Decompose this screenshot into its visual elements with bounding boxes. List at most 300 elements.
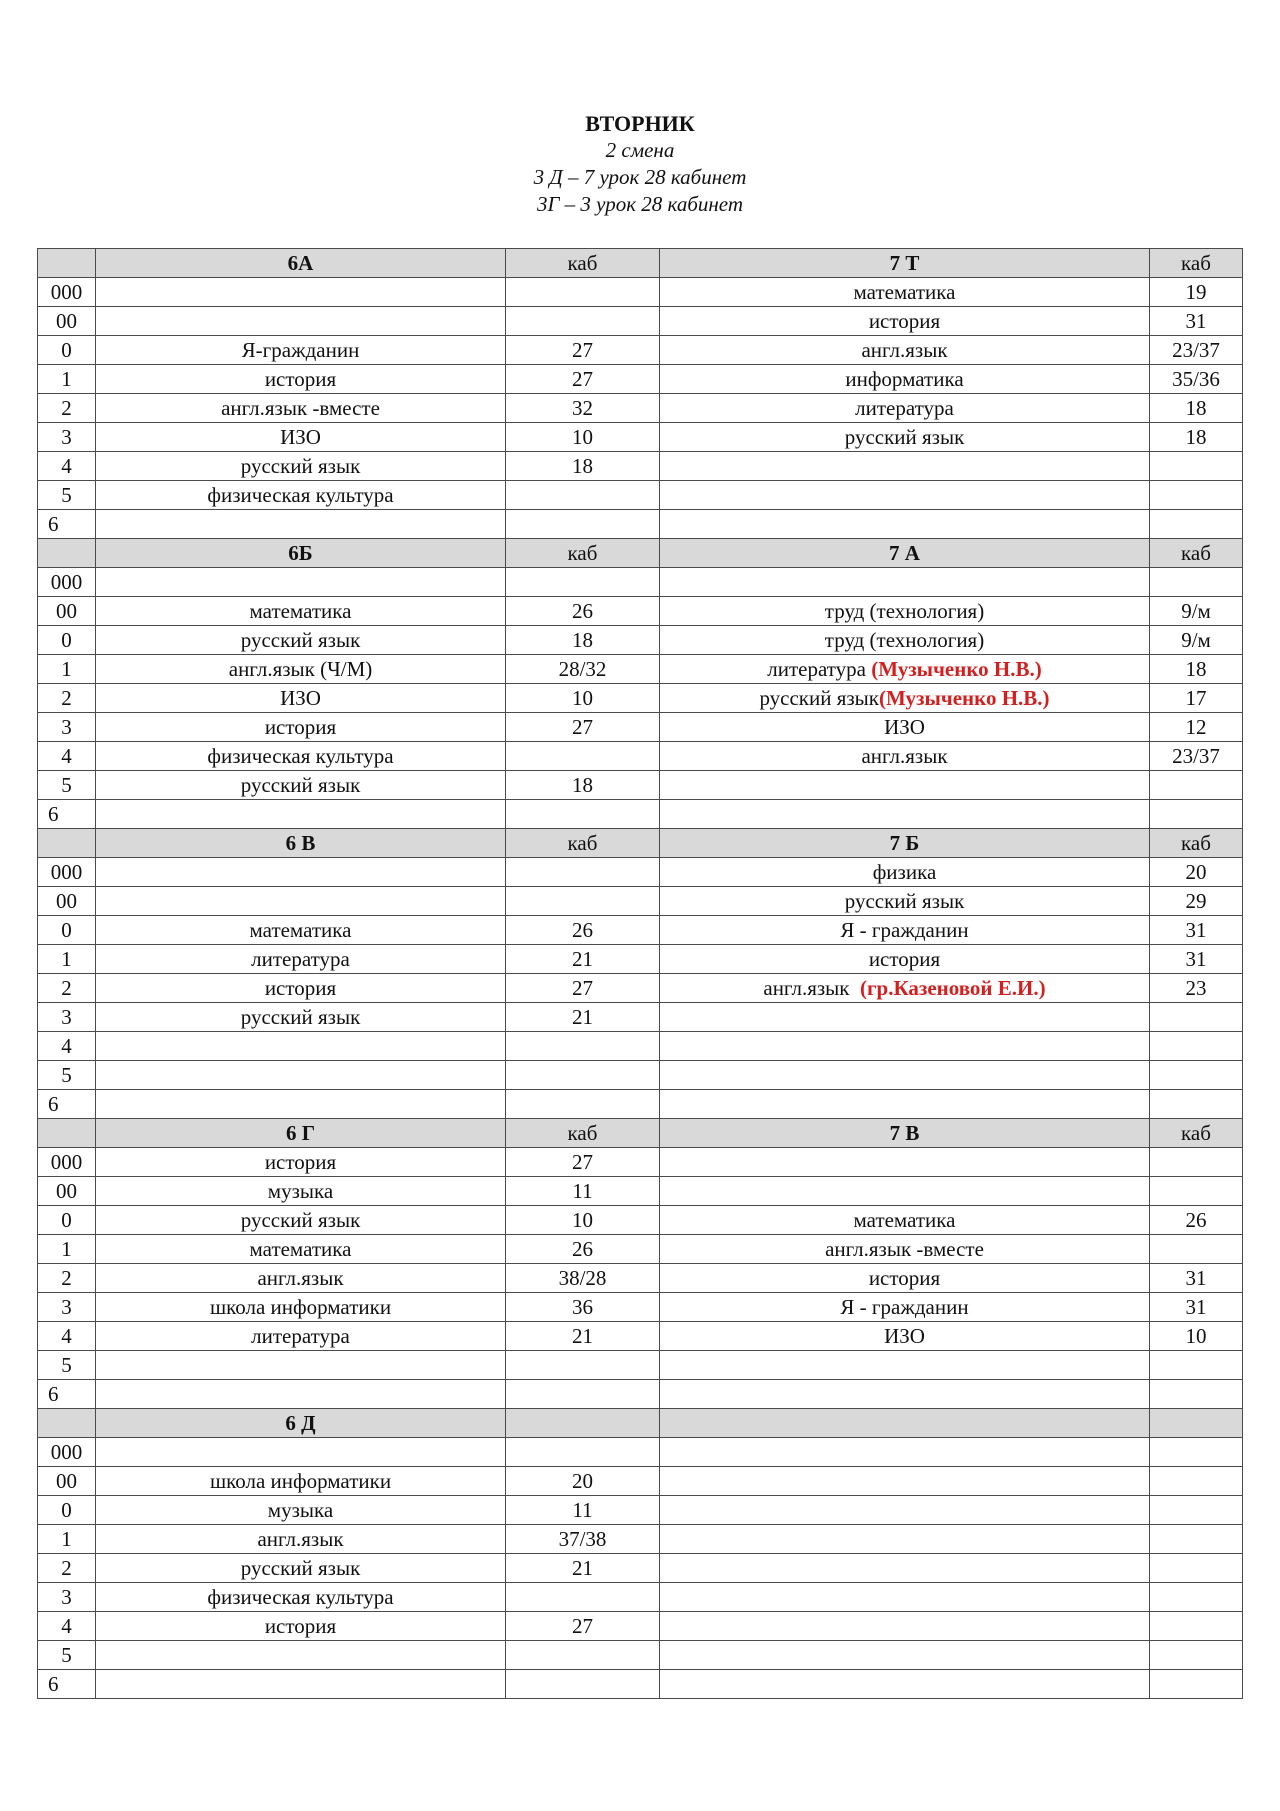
lesson-number: 6 <box>38 510 96 539</box>
left-subject: русский язык <box>96 452 506 481</box>
lesson-number: 5 <box>38 481 96 510</box>
table-row <box>38 1090 1243 1119</box>
table-row <box>38 568 1243 597</box>
lesson-number: 1 <box>38 655 96 684</box>
left-room <box>506 1032 660 1061</box>
right-subject <box>660 1554 1150 1583</box>
table-row <box>38 1583 1243 1612</box>
table-row <box>38 1177 1243 1206</box>
left-room: 36 <box>506 1293 660 1322</box>
right-subject <box>660 510 1150 539</box>
right-subject <box>660 452 1150 481</box>
left-subject: англ.язык <box>96 1264 506 1293</box>
right-subject <box>660 568 1150 597</box>
left-subject: история <box>96 1612 506 1641</box>
lesson-number: 6 <box>38 800 96 829</box>
right-room <box>1150 1438 1243 1467</box>
table-row <box>38 1438 1243 1467</box>
left-subject <box>96 887 506 916</box>
table-row <box>38 365 1243 394</box>
table-row <box>38 887 1243 916</box>
left-room-header: каб <box>506 539 660 568</box>
left-room: 27 <box>506 1148 660 1177</box>
lesson-number: 1 <box>38 945 96 974</box>
lesson-number: 3 <box>38 713 96 742</box>
left-subject <box>96 800 506 829</box>
right-subject <box>660 1496 1150 1525</box>
table-row <box>38 742 1243 771</box>
left-subject <box>96 858 506 887</box>
right-room <box>1150 800 1243 829</box>
lesson-number: 0 <box>38 336 96 365</box>
left-room: 11 <box>506 1177 660 1206</box>
table-row <box>38 1670 1243 1699</box>
right-subject-text: русский язык <box>759 686 879 710</box>
lesson-number: 2 <box>38 1264 96 1293</box>
left-subject: математика <box>96 916 506 945</box>
left-subject <box>96 510 506 539</box>
lesson-number: 1 <box>38 1525 96 1554</box>
left-room <box>506 1438 660 1467</box>
right-subject <box>660 1612 1150 1641</box>
class-header-row <box>38 539 1243 568</box>
left-subject <box>96 1061 506 1090</box>
left-subject <box>96 1641 506 1670</box>
right-subject <box>660 1206 1150 1235</box>
table-row <box>38 713 1243 742</box>
left-class-name: 6А <box>96 249 506 278</box>
left-subject <box>96 1032 506 1061</box>
right-room-header: каб <box>1150 249 1243 278</box>
right-room: 9/м <box>1150 597 1243 626</box>
page-header <box>0 110 1280 218</box>
left-room: 11 <box>506 1496 660 1525</box>
right-subject-text: история <box>868 1266 941 1290</box>
table-row <box>38 916 1243 945</box>
right-room <box>1150 1583 1243 1612</box>
table-row <box>38 1525 1243 1554</box>
lesson-number: 000 <box>38 1148 96 1177</box>
right-room-header: каб <box>1150 1119 1243 1148</box>
left-room: 21 <box>506 1322 660 1351</box>
lesson-number: 2 <box>38 974 96 1003</box>
left-subject <box>96 278 506 307</box>
right-subject <box>660 742 1150 771</box>
right-class-name: 7 Б <box>660 829 1150 858</box>
left-room <box>506 307 660 336</box>
table-row <box>38 307 1243 336</box>
left-subject: история <box>96 365 506 394</box>
left-subject: история <box>96 1148 506 1177</box>
left-room-header: каб <box>506 249 660 278</box>
right-subject <box>660 1525 1150 1554</box>
right-subject-text: ИЗО <box>884 1324 925 1348</box>
right-room <box>1150 452 1243 481</box>
left-room: 37/38 <box>506 1525 660 1554</box>
right-room <box>1150 1032 1243 1061</box>
right-subject <box>660 713 1150 742</box>
left-subject <box>96 1438 506 1467</box>
right-subject <box>660 1351 1150 1380</box>
right-room: 19 <box>1150 278 1243 307</box>
left-room: 10 <box>506 1206 660 1235</box>
lesson-number: 1 <box>38 1235 96 1264</box>
table-row <box>38 1032 1243 1061</box>
left-subject: музыка <box>96 1496 506 1525</box>
right-room: 31 <box>1150 945 1243 974</box>
left-room <box>506 858 660 887</box>
right-room: 31 <box>1150 1293 1243 1322</box>
left-room: 10 <box>506 684 660 713</box>
class-header-row <box>38 829 1243 858</box>
left-room: 27 <box>506 974 660 1003</box>
lesson-number: 5 <box>38 1641 96 1670</box>
right-subject-text: англ.язык -вместе <box>825 1237 984 1261</box>
table-row <box>38 1351 1243 1380</box>
table-row <box>38 1148 1243 1177</box>
right-room <box>1150 1554 1243 1583</box>
shift-label: 2 смена <box>605 138 675 162</box>
table-row <box>38 1641 1243 1670</box>
left-subject: физическая культура <box>96 742 506 771</box>
right-room <box>1150 568 1243 597</box>
right-subject <box>660 1293 1150 1322</box>
right-room: 23/37 <box>1150 742 1243 771</box>
left-room-header <box>506 1409 660 1438</box>
lesson-number: 00 <box>38 887 96 916</box>
table-row <box>38 597 1243 626</box>
lesson-number: 0 <box>38 1496 96 1525</box>
right-room <box>1150 1467 1243 1496</box>
table-row <box>38 771 1243 800</box>
left-subject: школа информатики <box>96 1293 506 1322</box>
left-subject: русский язык <box>96 1206 506 1235</box>
right-subject <box>660 1467 1150 1496</box>
right-room <box>1150 1612 1243 1641</box>
left-class-name: 6Б <box>96 539 506 568</box>
right-subject <box>660 945 1150 974</box>
right-subject <box>660 336 1150 365</box>
left-room: 21 <box>506 1003 660 1032</box>
lesson-number: 2 <box>38 394 96 423</box>
right-subject-text: физика <box>872 860 937 884</box>
right-room: 18 <box>1150 655 1243 684</box>
right-subject <box>660 1641 1150 1670</box>
right-room <box>1150 1235 1243 1264</box>
lesson-number: 3 <box>38 1583 96 1612</box>
table-row <box>38 1293 1243 1322</box>
right-room: 9/м <box>1150 626 1243 655</box>
left-subject: литература <box>96 945 506 974</box>
right-subject-text: Я - гражданин <box>840 918 969 942</box>
right-subject <box>660 1438 1150 1467</box>
table-row <box>38 1235 1243 1264</box>
teacher-note: (Музыченко Н.В.) <box>879 686 1050 710</box>
table-row <box>38 945 1243 974</box>
lesson-number: 2 <box>38 684 96 713</box>
left-subject: Я-гражданин <box>96 336 506 365</box>
right-subject <box>660 597 1150 626</box>
table-row <box>38 684 1243 713</box>
right-subject <box>660 1235 1150 1264</box>
left-subject: русский язык <box>96 1003 506 1032</box>
lesson-number: 5 <box>38 1351 96 1380</box>
table-row <box>38 1554 1243 1583</box>
right-room: 31 <box>1150 307 1243 336</box>
right-subject-text: история <box>868 309 941 333</box>
table-row <box>38 336 1243 365</box>
table-row <box>38 655 1243 684</box>
right-room: 26 <box>1150 1206 1243 1235</box>
right-subject-text: математика <box>853 280 956 304</box>
left-room <box>506 568 660 597</box>
right-subject <box>660 394 1150 423</box>
right-room <box>1150 1670 1243 1699</box>
right-room: 10 <box>1150 1322 1243 1351</box>
lesson-number: 4 <box>38 1322 96 1351</box>
table-row <box>38 800 1243 829</box>
lesson-number: 000 <box>38 858 96 887</box>
right-subject-text: труд (технология) <box>824 599 985 623</box>
right-subject-text: англ.язык <box>861 744 948 768</box>
left-subject: физическая культура <box>96 1583 506 1612</box>
left-subject: история <box>96 713 506 742</box>
right-subject <box>660 1003 1150 1032</box>
right-class-name: 7 В <box>660 1119 1150 1148</box>
table-row <box>38 974 1243 1003</box>
left-subject <box>96 1380 506 1409</box>
right-room: 12 <box>1150 713 1243 742</box>
schedule-table <box>37 248 1243 1699</box>
left-subject: англ.язык (Ч/М) <box>96 655 506 684</box>
table-row <box>38 858 1243 887</box>
lesson-number: 6 <box>38 1380 96 1409</box>
left-subject: музыка <box>96 1177 506 1206</box>
right-subject <box>660 974 1150 1003</box>
lesson-number-header <box>38 249 96 278</box>
right-room: 31 <box>1150 1264 1243 1293</box>
table-row <box>38 423 1243 452</box>
table-row <box>38 394 1243 423</box>
right-subject <box>660 626 1150 655</box>
table-row <box>38 1003 1243 1032</box>
right-room: 18 <box>1150 394 1243 423</box>
left-subject: физическая культура <box>96 481 506 510</box>
left-class-name: 6 В <box>96 829 506 858</box>
right-subject <box>660 1264 1150 1293</box>
left-room: 38/28 <box>506 1264 660 1293</box>
left-subject: русский язык <box>96 626 506 655</box>
left-room <box>506 742 660 771</box>
left-room <box>506 887 660 916</box>
left-subject: русский язык <box>96 1554 506 1583</box>
lesson-number: 4 <box>38 1612 96 1641</box>
right-room <box>1150 1525 1243 1554</box>
page-title: ВТОРНИК <box>585 111 695 136</box>
right-subject <box>660 1061 1150 1090</box>
right-room <box>1150 1090 1243 1119</box>
right-subject <box>660 684 1150 713</box>
right-room: 23 <box>1150 974 1243 1003</box>
right-room <box>1150 1177 1243 1206</box>
right-room: 29 <box>1150 887 1243 916</box>
lesson-number: 000 <box>38 1438 96 1467</box>
left-room: 18 <box>506 771 660 800</box>
right-room: 23/37 <box>1150 336 1243 365</box>
right-subject <box>660 481 1150 510</box>
right-subject <box>660 1090 1150 1119</box>
right-subject <box>660 771 1150 800</box>
table-row <box>38 481 1243 510</box>
teacher-note: (Музыченко Н.В.) <box>871 657 1042 681</box>
right-subject <box>660 800 1150 829</box>
left-room <box>506 1583 660 1612</box>
left-room: 18 <box>506 626 660 655</box>
right-room-header <box>1150 1409 1243 1438</box>
left-room <box>506 1061 660 1090</box>
lesson-number: 0 <box>38 1206 96 1235</box>
lesson-number: 1 <box>38 365 96 394</box>
right-subject <box>660 858 1150 887</box>
right-room-header: каб <box>1150 539 1243 568</box>
right-subject <box>660 278 1150 307</box>
left-room <box>506 800 660 829</box>
right-subject <box>660 887 1150 916</box>
left-room: 18 <box>506 452 660 481</box>
left-subject <box>96 1090 506 1119</box>
right-subject-text: Я - гражданин <box>840 1295 969 1319</box>
lesson-number: 00 <box>38 1467 96 1496</box>
left-room: 27 <box>506 713 660 742</box>
left-room: 26 <box>506 1235 660 1264</box>
lesson-number-header <box>38 1119 96 1148</box>
left-subject: ИЗО <box>96 423 506 452</box>
right-room <box>1150 481 1243 510</box>
lesson-number: 00 <box>38 1177 96 1206</box>
lesson-number-header <box>38 829 96 858</box>
right-room <box>1150 771 1243 800</box>
left-room: 10 <box>506 423 660 452</box>
left-subject: литература <box>96 1322 506 1351</box>
left-room-header: каб <box>506 829 660 858</box>
right-subject-text: англ.язык <box>861 338 948 362</box>
table-row <box>38 1206 1243 1235</box>
right-subject <box>660 1322 1150 1351</box>
right-subject-text: труд (технология) <box>824 628 985 652</box>
left-room: 26 <box>506 916 660 945</box>
right-subject-text: ИЗО <box>884 715 925 739</box>
left-room: 27 <box>506 336 660 365</box>
schedule-body <box>38 249 1243 1699</box>
lesson-number: 0 <box>38 916 96 945</box>
table-row <box>38 1496 1243 1525</box>
right-room <box>1150 510 1243 539</box>
right-class-name: 7 А <box>660 539 1150 568</box>
right-subject <box>660 655 1150 684</box>
right-room <box>1150 1496 1243 1525</box>
lesson-number: 000 <box>38 278 96 307</box>
lesson-number: 5 <box>38 1061 96 1090</box>
right-subject <box>660 1583 1150 1612</box>
table-row <box>38 626 1243 655</box>
right-room <box>1150 1061 1243 1090</box>
right-subject <box>660 423 1150 452</box>
table-row <box>38 1380 1243 1409</box>
lesson-number: 4 <box>38 742 96 771</box>
right-subject <box>660 307 1150 336</box>
table-row <box>38 1061 1243 1090</box>
lesson-number: 3 <box>38 1003 96 1032</box>
right-room <box>1150 1148 1243 1177</box>
left-subject: ИЗО <box>96 684 506 713</box>
left-class-name: 6 Д <box>96 1409 506 1438</box>
left-subject <box>96 568 506 597</box>
right-room <box>1150 1641 1243 1670</box>
right-subject-text: литература <box>767 657 872 681</box>
left-room: 20 <box>506 1467 660 1496</box>
lesson-number: 2 <box>38 1554 96 1583</box>
right-subject-text: русский язык <box>844 425 965 449</box>
right-subject <box>660 1177 1150 1206</box>
table-row <box>38 1612 1243 1641</box>
left-room: 28/32 <box>506 655 660 684</box>
teacher-note: (гр.Казеновой Е.И.) <box>859 976 1046 1000</box>
right-subject <box>660 1380 1150 1409</box>
right-subject-text: история <box>868 947 941 971</box>
right-room: 31 <box>1150 916 1243 945</box>
left-subject <box>96 1351 506 1380</box>
left-room: 21 <box>506 945 660 974</box>
right-subject <box>660 916 1150 945</box>
note-3d: 3 Д – 7 урок 28 кабинет <box>533 165 747 189</box>
right-subject <box>660 1032 1150 1061</box>
left-subject: англ.язык -вместе <box>96 394 506 423</box>
lesson-number: 4 <box>38 1032 96 1061</box>
lesson-number-header <box>38 539 96 568</box>
lesson-number: 000 <box>38 568 96 597</box>
lesson-number: 00 <box>38 307 96 336</box>
class-header-row <box>38 1409 1243 1438</box>
table-row <box>38 1467 1243 1496</box>
note-3g: 3Г – 3 урок 28 кабинет <box>536 192 744 216</box>
right-room: 18 <box>1150 423 1243 452</box>
left-subject: школа информатики <box>96 1467 506 1496</box>
left-room: 27 <box>506 1612 660 1641</box>
left-room <box>506 278 660 307</box>
right-room <box>1150 1380 1243 1409</box>
right-room: 35/36 <box>1150 365 1243 394</box>
lesson-number: 3 <box>38 423 96 452</box>
right-subject-text: математика <box>853 1208 956 1232</box>
right-subject-text: русский язык <box>844 889 965 913</box>
left-room-header: каб <box>506 1119 660 1148</box>
left-room: 21 <box>506 1554 660 1583</box>
right-subject <box>660 1670 1150 1699</box>
table-row <box>38 1264 1243 1293</box>
right-subject <box>660 1148 1150 1177</box>
right-class-name: 7 Т <box>660 249 1150 278</box>
right-class-name <box>660 1409 1150 1438</box>
table-row <box>38 1322 1243 1351</box>
left-room <box>506 481 660 510</box>
lesson-number: 6 <box>38 1670 96 1699</box>
right-room <box>1150 1351 1243 1380</box>
lesson-number: 3 <box>38 1293 96 1322</box>
left-room <box>506 1641 660 1670</box>
left-subject <box>96 307 506 336</box>
left-subject: математика <box>96 1235 506 1264</box>
right-subject-text: информатика <box>845 367 964 391</box>
